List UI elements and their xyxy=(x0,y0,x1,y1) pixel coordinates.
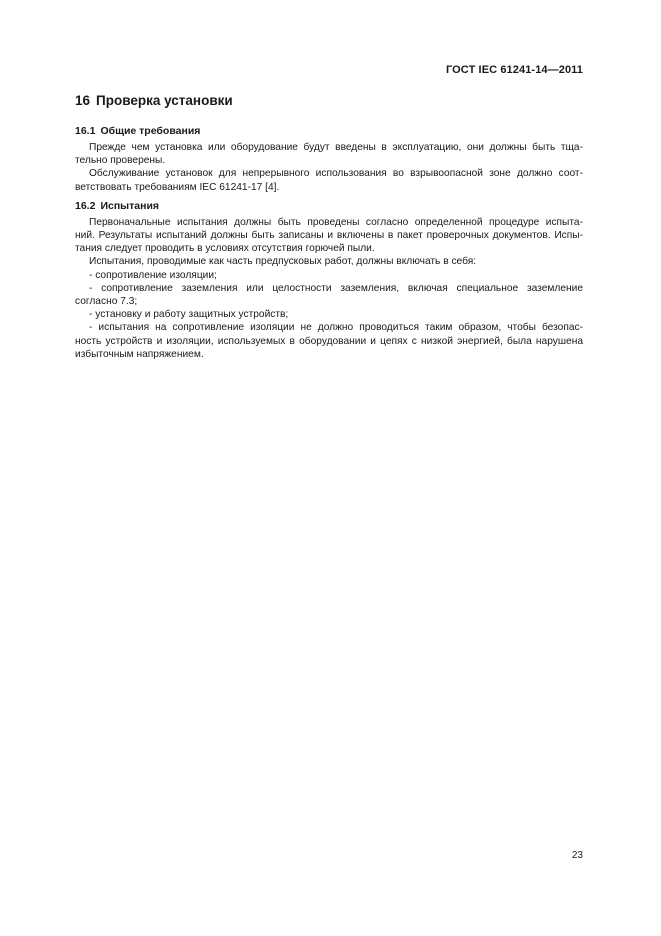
subsection-tests xyxy=(75,199,583,361)
subsection-number: 16.2 xyxy=(75,199,96,212)
text-line: ний. Результаты испытаний должны быть записаны и включены в пакет проверочных документов. Испы- xyxy=(75,230,583,242)
list-item: - сопротивление заземления или целостности заземления, включая специальное заземление xyxy=(89,282,583,294)
page-number: 23 xyxy=(571,850,583,861)
section-title: Проверка установки xyxy=(96,93,233,108)
section-number: 16 xyxy=(75,93,91,108)
list-item: - сопротивление изоляции; xyxy=(89,269,217,281)
text-line: избыточным напряжением. xyxy=(75,348,204,360)
subsection-heading xyxy=(75,199,583,213)
text-line: Первоначальные испытания должны быть проведены согласно определенной процедуре испыта- xyxy=(89,216,583,228)
text-line: ветствовать требованиям IEC 61241-17 [4]. xyxy=(75,181,280,193)
list-item: - установку и работу защитных устройств; xyxy=(89,309,289,321)
text-line: ность устройств и изоляции, используемых в оборудовании и цепях с низкой энергией, была нарушена xyxy=(75,335,583,347)
text-line: тельно проверены. xyxy=(75,155,166,167)
document-code: ГОСТ IEC 61241-14—2011 xyxy=(445,64,583,76)
text-line: Испытания, проводимые как часть предпусковых работ, должны включать в себя: xyxy=(89,256,477,268)
text-line: согласно 7.3; xyxy=(75,296,138,308)
text-line: Прежде чем установка или оборудование будут введены в эксплуатацию, они должны быть тща- xyxy=(89,142,583,153)
subsection-title: Испытания xyxy=(100,199,160,212)
text-line: Обслуживание установок для непрерывного использования во взрывоопасной зоне должно соот- xyxy=(89,168,583,180)
subsection-general-requirements xyxy=(75,124,583,194)
subsection-title: Общие требования xyxy=(100,125,201,137)
list-item: - испытания на сопротивление изоляции не должно проводиться таким образом, чтобы безопас- xyxy=(89,322,583,334)
section-heading xyxy=(75,92,583,110)
page-content xyxy=(75,92,583,366)
text-line: тания следует проводить в условиях отсутствия горючей пыли. xyxy=(75,243,375,255)
subsection-heading xyxy=(75,124,583,138)
subsection-number: 16.1 xyxy=(75,125,96,137)
